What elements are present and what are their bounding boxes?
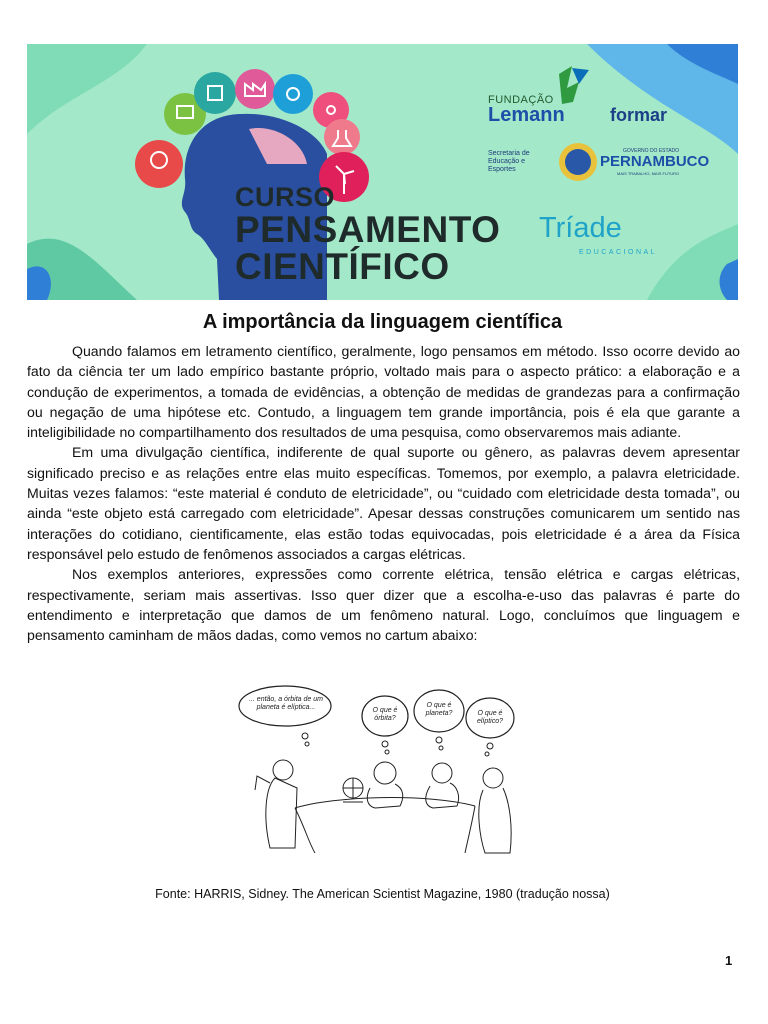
- course-title-line2: CIENTÍFICO: [235, 246, 450, 287]
- governo-label: GOVERNO DO ESTADO: [623, 148, 680, 154]
- figure-caption: Fonte: HARRIS, Sidney. The American Scientist Magazine, 1980 (tradução nossa): [155, 887, 610, 901]
- fundacao-label: FUNDAÇÃO: [488, 94, 554, 106]
- lemann-logo: Lemann: [488, 104, 565, 126]
- course-title: [235, 184, 500, 285]
- pernambuco-tagline: MAIS TRABALHO, MAIS FUTURO: [617, 171, 680, 176]
- gears-icon: [273, 74, 313, 114]
- page-heading: A importância da linguagem científica: [202, 311, 563, 333]
- thought-bubble-orbita: O que é órbita?: [372, 707, 398, 722]
- paragraph-2: Em uma divulgação científica, indiferente de qual suporte ou gênero, as palavras devem apresentar significado preciso e as relações entre elas muito específicas. Tomemos, por exemplo, a palavra eletricidade. Muitas vezes falamos: “este material é conduto de eletricidade”, ou “cuidado com eletricidade desta tomada”, ou ainda “este objeto está carregado com eletricidade”. Apesar dessas construções comunicarem um sentido nas interações do cotidiano, cientificamente, elas estão todas equivocadas, pois eletricidade é a área da Física responsável pelo estudo de fenômenos associados a cargas elétricas.: [27, 444, 740, 562]
- course-banner: [27, 44, 738, 300]
- chip-icon: [194, 72, 236, 114]
- page-number: 1: [725, 953, 733, 968]
- course-title-line1: PENSAMENTO: [235, 209, 501, 250]
- speech-bubble-orbit: ... então, a órbita de um planeta é elíptica...: [249, 696, 323, 711]
- paragraph-1: Quando falamos em letramento científico, geralmente, logo pensamos em método. Isso ocorre devido ao fato da ciência ter um lado empírico bastante próprio, voltado mais para o aspecto prático: a elaboração e a condução de experimentos, a tomada de evidências, a obtenção de medidas de grandezas para a confirmação ou negação de uma hipótese etc. Contudo, a linguagem tem grande importância, pois é ela que garante a inteligibilidade no compartilhamento dos resultados de uma pesquisa, como observaremos mais adiante.: [27, 343, 740, 441]
- secretaria-logo: Secretaria de Educação e Esportes: [488, 150, 530, 173]
- triade-logo: Tríade: [539, 212, 622, 244]
- pernambuco-logo: PERNAMBUCO: [600, 153, 710, 170]
- triade-subtitle: EDUCACIONAL: [579, 249, 658, 256]
- lightbulb-icon: [135, 140, 183, 188]
- flask-icon: [324, 119, 360, 155]
- cartoon-illustration: [235, 678, 515, 858]
- formar-logo: formar: [610, 105, 668, 125]
- article-body: [27, 341, 740, 645]
- factory-icon: [235, 69, 275, 109]
- thought-bubble-eliptico: O que é elíptico?: [476, 710, 504, 725]
- thought-bubble-planeta: O que é planeta?: [425, 702, 453, 717]
- course-label: CURSO: [235, 182, 336, 212]
- paragraph-3: Nos exemplos anteriores, expressões como corrente elétrica, tensão elétrica e cargas elétricas, respectivamente, seriam mais assertivas. Isso quer dizer que a escolha-e-uso das palavras é parte do entendimento e interpretação que damos de um fenômeno natural. Logo, concluímos que linguagem e pensamento caminham de mãos dadas, como vemos no cartum abaixo:: [27, 566, 740, 644]
